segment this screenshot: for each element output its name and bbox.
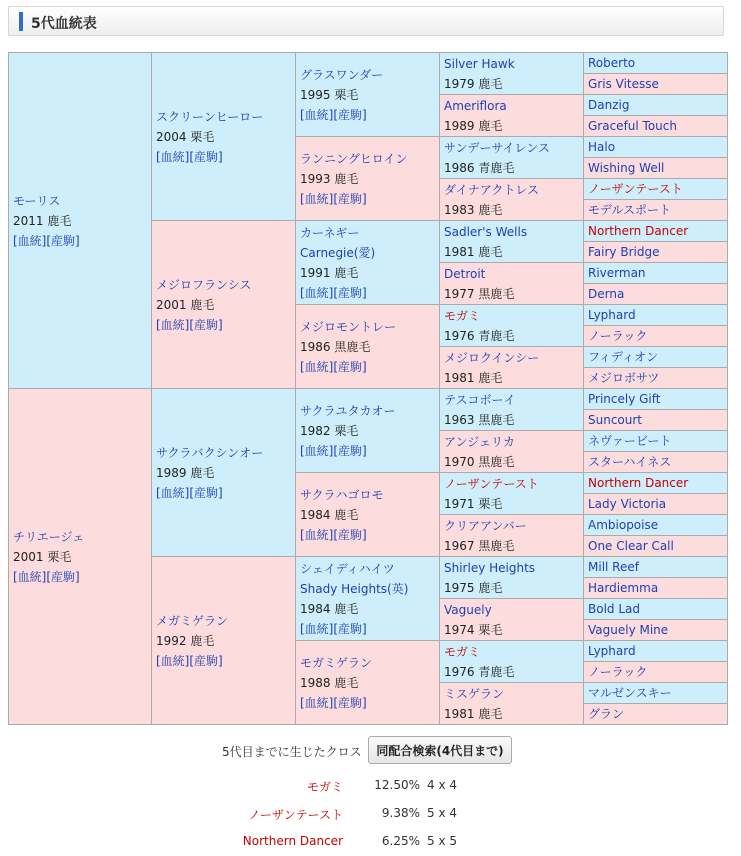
cross-generation: 5 x 4 bbox=[427, 806, 457, 820]
horse-year-color: 1967 黒鹿毛 bbox=[444, 538, 515, 553]
pedigree-link[interactable]: [血統] bbox=[13, 569, 47, 584]
cross-horse-link[interactable]: モガミ bbox=[306, 780, 343, 794]
horse-name-link[interactable]: Fairy Bridge bbox=[588, 244, 660, 259]
pedigree-link[interactable]: [血統] bbox=[300, 621, 334, 636]
pedigree-cell-g5 bbox=[584, 200, 728, 221]
horse-name-link[interactable]: モデルスポート bbox=[588, 202, 672, 217]
pedigree-cell-g3 bbox=[296, 305, 440, 389]
foals-link[interactable]: [産駒] bbox=[333, 285, 367, 300]
pedigree-cell-g5 bbox=[584, 179, 728, 200]
pedigree-link[interactable]: [血統] bbox=[156, 485, 190, 500]
horse-name-link[interactable]: Hardiemma bbox=[588, 580, 659, 595]
pedigree-link[interactable]: [血統] bbox=[13, 233, 47, 248]
pedigree-cell-g5 bbox=[584, 368, 728, 389]
pedigree-cell-g5 bbox=[584, 473, 728, 494]
horse-name-link[interactable]: Bold Lad bbox=[588, 601, 640, 616]
horse-name-link[interactable]: メジロクインシー bbox=[444, 350, 540, 365]
pedigree-cell-g4 bbox=[440, 305, 584, 347]
pedigree-cell-g4 bbox=[440, 557, 584, 599]
pedigree-cell-g5 bbox=[584, 347, 728, 368]
pedigree-table bbox=[8, 52, 728, 725]
pedigree-cell-g5 bbox=[584, 431, 728, 452]
pedigree-cell-g3 bbox=[296, 641, 440, 725]
horse-year-color: 1976 青鹿毛 bbox=[444, 664, 515, 679]
horse-name-link[interactable]: モガミ bbox=[444, 308, 481, 323]
pedigree-cell-g5 bbox=[584, 305, 728, 326]
horse-year-color: 1970 黒鹿毛 bbox=[444, 454, 515, 469]
pedigree-cell-g5 bbox=[584, 326, 728, 347]
pedigree-cell-g1 bbox=[9, 389, 152, 725]
pedigree-cell-g5 bbox=[584, 536, 728, 557]
horse-name-link[interactable]: Silver Hawk bbox=[444, 56, 515, 71]
foals-link[interactable]: [産駒] bbox=[46, 233, 80, 248]
horse-name-link[interactable]: ミスゲラン bbox=[444, 686, 505, 701]
pedigree-cell-g5 bbox=[584, 389, 728, 410]
pedigree-cell-g3 bbox=[296, 473, 440, 557]
cross-percentage: 12.50% bbox=[374, 778, 420, 792]
horse-name-link[interactable]: カーネギー bbox=[300, 225, 360, 240]
pedigree-cell-g4 bbox=[440, 347, 584, 389]
pedigree-cell-g5 bbox=[584, 95, 728, 116]
foals-link[interactable]: [産駒] bbox=[189, 317, 223, 332]
horse-name-link[interactable]: チリエージェ bbox=[13, 529, 85, 544]
horse-year-color: 1991 鹿毛 bbox=[300, 265, 359, 280]
horse-year-color: 2011 鹿毛 bbox=[13, 213, 72, 228]
horse-name-link[interactable]: Northern Dancer bbox=[588, 223, 689, 238]
horse-name-link[interactable]: Vaguely Mine bbox=[588, 622, 669, 637]
horse-name-link[interactable]: グラン bbox=[588, 706, 625, 721]
same-breeding-search-button[interactable]: 同配合検索(4代目まで) bbox=[368, 736, 512, 764]
foals-link[interactable]: [産駒] bbox=[46, 569, 80, 584]
pedigree-cell-g2 bbox=[152, 221, 296, 389]
pedigree-cell-g4 bbox=[440, 599, 584, 641]
horse-year-color: 1986 青鹿毛 bbox=[444, 160, 515, 175]
pedigree-cell-g5 bbox=[584, 704, 728, 725]
horse-year-color: 1971 栗毛 bbox=[444, 496, 503, 511]
horse-year-color: 1984 鹿毛 bbox=[300, 507, 359, 522]
horse-year-color: 1981 鹿毛 bbox=[444, 244, 503, 259]
horse-name-link[interactable]: モガミゲラン bbox=[300, 655, 373, 670]
pedigree-link[interactable]: [血統] bbox=[300, 695, 334, 710]
horse-name-link[interactable]: Suncourt bbox=[588, 412, 643, 427]
horse-name-link[interactable]: Wishing Well bbox=[588, 160, 665, 175]
horse-year-color: 1989 鹿毛 bbox=[156, 465, 215, 480]
cross-item bbox=[0, 778, 741, 798]
pedigree-cell-g4 bbox=[440, 683, 584, 725]
horse-foreign-name[interactable]: Carnegie(愛) bbox=[300, 245, 376, 260]
horse-year-color: 1995 栗毛 bbox=[300, 87, 359, 102]
pedigree-cell-g1 bbox=[9, 53, 152, 389]
pedigree-cell-g2 bbox=[152, 557, 296, 725]
horse-year-color: 1981 鹿毛 bbox=[444, 706, 503, 721]
horse-name-link[interactable]: スターハイネス bbox=[588, 454, 672, 469]
foals-link[interactable]: [産駒] bbox=[333, 695, 367, 710]
pedigree-link[interactable]: [血統] bbox=[156, 653, 190, 668]
cross-percentage: 9.38% bbox=[381, 806, 420, 820]
pedigree-cell-g5 bbox=[584, 662, 728, 683]
horse-name-link[interactable]: メジロボサツ bbox=[588, 370, 660, 385]
pedigree-row bbox=[9, 389, 728, 410]
pedigree-cell-g3 bbox=[296, 137, 440, 221]
horse-name-link[interactable]: サクラハゴロモ bbox=[300, 487, 384, 502]
pedigree-cell-g5 bbox=[584, 53, 728, 74]
horse-name-link[interactable]: ノーザンテースト bbox=[444, 476, 539, 491]
cross-horse-link[interactable]: Northern Dancer bbox=[242, 834, 343, 848]
pedigree-link[interactable]: [血統] bbox=[300, 359, 334, 374]
foals-link[interactable]: [産駒] bbox=[189, 653, 223, 668]
horse-year-color: 1983 鹿毛 bbox=[444, 202, 503, 217]
horse-name-link[interactable]: メガミゲラン bbox=[156, 613, 229, 628]
foals-link[interactable]: [産駒] bbox=[333, 107, 367, 122]
horse-year-color: 1993 鹿毛 bbox=[300, 171, 359, 186]
pedigree-cell-g5 bbox=[584, 74, 728, 95]
horse-name-link[interactable]: ランニングヒロイン bbox=[300, 151, 408, 166]
horse-year-color: 1981 鹿毛 bbox=[444, 370, 503, 385]
horse-year-color: 1975 鹿毛 bbox=[444, 580, 503, 595]
pedigree-cell-g5 bbox=[584, 494, 728, 515]
pedigree-link[interactable]: [血統] bbox=[300, 285, 334, 300]
horse-name-link[interactable]: Gris Vitesse bbox=[588, 76, 659, 91]
foals-link[interactable]: [産駒] bbox=[189, 485, 223, 500]
horse-name-link[interactable]: Riverman bbox=[588, 265, 646, 280]
pedigree-cell-g4 bbox=[440, 431, 584, 473]
pedigree-cell-g5 bbox=[584, 620, 728, 641]
horse-name-link[interactable]: Lyphard bbox=[588, 643, 636, 658]
cross-summary bbox=[0, 735, 741, 765]
pedigree-link[interactable]: [血統] bbox=[300, 107, 334, 122]
cross-label: 5代目までに生じたクロス bbox=[222, 745, 362, 759]
horse-name-link[interactable]: Graceful Touch bbox=[588, 118, 677, 133]
horse-year-color: 2004 栗毛 bbox=[156, 129, 215, 144]
section-header bbox=[8, 6, 724, 36]
horse-name-link[interactable]: Lyphard bbox=[588, 307, 636, 322]
horse-name-link[interactable]: Northern Dancer bbox=[588, 475, 689, 490]
cross-generation: 4 x 4 bbox=[427, 778, 457, 792]
horse-name-link[interactable]: サクラバクシンオー bbox=[156, 445, 264, 460]
horse-name-link[interactable]: テスコボーイ bbox=[444, 392, 516, 407]
pedigree-cell-g5 bbox=[584, 452, 728, 473]
horse-name-link[interactable]: ノーザンテースト bbox=[588, 181, 683, 196]
horse-name-link[interactable]: Sadler's Wells bbox=[444, 224, 528, 239]
pedigree-cell-g5 bbox=[584, 137, 728, 158]
page-title: 5代血統表 bbox=[31, 16, 97, 32]
pedigree-cell-g5 bbox=[584, 221, 728, 242]
pedigree-cell-g2 bbox=[152, 389, 296, 557]
pedigree-cell-g4 bbox=[440, 515, 584, 557]
horse-name-link[interactable]: シェイディハイツ bbox=[300, 561, 395, 576]
foals-link[interactable]: [産駒] bbox=[333, 359, 367, 374]
horse-name-link[interactable]: ノーラック bbox=[588, 664, 648, 679]
horse-name-link[interactable]: マルゼンスキー bbox=[588, 685, 672, 700]
horse-name-link[interactable]: サクラユタカオー bbox=[300, 403, 396, 418]
horse-name-link[interactable]: ダイナアクトレス bbox=[444, 182, 540, 197]
horse-year-color: 1992 鹿毛 bbox=[156, 633, 215, 648]
pedigree-cell-g3 bbox=[296, 221, 440, 305]
pedigree-cell-g5 bbox=[584, 158, 728, 179]
horse-year-color: 1982 栗毛 bbox=[300, 423, 359, 438]
horse-year-color: 1974 栗毛 bbox=[444, 622, 503, 637]
horse-name-link[interactable]: Lady Victoria bbox=[588, 496, 667, 511]
horse-name-link[interactable]: One Clear Call bbox=[588, 538, 674, 553]
horse-year-color: 1986 黒鹿毛 bbox=[300, 339, 371, 354]
horse-year-color: 2001 栗毛 bbox=[13, 549, 72, 564]
pedigree-cell-g4 bbox=[440, 179, 584, 221]
pedigree-cell-g4 bbox=[440, 137, 584, 179]
horse-name-link[interactable]: モーリス bbox=[13, 193, 61, 208]
horse-name-link[interactable]: Mill Reef bbox=[588, 559, 639, 574]
horse-year-color: 1988 鹿毛 bbox=[300, 675, 359, 690]
pedigree-cell-g5 bbox=[584, 683, 728, 704]
horse-year-color: 1984 鹿毛 bbox=[300, 601, 359, 616]
foals-link[interactable]: [産駒] bbox=[333, 191, 367, 206]
horse-name-link[interactable]: Danzig bbox=[588, 97, 630, 112]
horse-name-link[interactable]: Roberto bbox=[588, 55, 636, 70]
pedigree-cell-g5 bbox=[584, 515, 728, 536]
horse-name-link[interactable]: メジロモントレー bbox=[300, 319, 397, 334]
pedigree-cell-g5 bbox=[584, 641, 728, 662]
pedigree-cell-g5 bbox=[584, 242, 728, 263]
pedigree-cell-g5 bbox=[584, 578, 728, 599]
foals-link[interactable]: [産駒] bbox=[333, 621, 367, 636]
horse-year-color: 1963 黒鹿毛 bbox=[444, 412, 515, 427]
horse-name-link[interactable]: メジロフランシス bbox=[156, 277, 252, 292]
pedigree-cell-g5 bbox=[584, 410, 728, 431]
horse-foreign-name[interactable]: Shady Heights(英) bbox=[300, 581, 409, 596]
horse-name-link[interactable]: Ambiopoise bbox=[588, 517, 659, 532]
horse-name-link[interactable]: モガミ bbox=[444, 644, 481, 659]
cross-item bbox=[0, 834, 741, 854]
horse-name-link[interactable]: Halo bbox=[588, 139, 616, 154]
horse-year-color: 1979 鹿毛 bbox=[444, 76, 503, 91]
horse-year-color: 2001 鹿毛 bbox=[156, 297, 215, 312]
cross-horse-link[interactable]: ノーザンテースト bbox=[248, 808, 343, 822]
foals-link[interactable]: [産駒] bbox=[333, 443, 367, 458]
horse-name-link[interactable]: サンデーサイレンス bbox=[444, 140, 550, 155]
pedigree-link[interactable]: [血統] bbox=[156, 317, 190, 332]
pedigree-link[interactable]: [血統] bbox=[300, 527, 334, 542]
pedigree-cell-g4 bbox=[440, 473, 584, 515]
foals-link[interactable]: [産駒] bbox=[333, 527, 367, 542]
horse-name-link[interactable]: Ameriflora bbox=[444, 98, 507, 113]
pedigree-cell-g5 bbox=[584, 599, 728, 620]
horse-name-link[interactable]: Detroit bbox=[444, 266, 486, 281]
pedigree-cell-g4 bbox=[440, 389, 584, 431]
pedigree-cell-g5 bbox=[584, 116, 728, 137]
pedigree-cell-g3 bbox=[296, 53, 440, 137]
horse-name-link[interactable]: Shirley Heights bbox=[444, 560, 536, 575]
pedigree-cell-g4 bbox=[440, 641, 584, 683]
pedigree-cell-g5 bbox=[584, 284, 728, 305]
horse-name-link[interactable]: Vaguely bbox=[444, 602, 492, 617]
horse-year-color: 1977 黒鹿毛 bbox=[444, 286, 515, 301]
pedigree-cell-g4 bbox=[440, 221, 584, 263]
horse-name-link[interactable]: アンジェリカ bbox=[444, 434, 515, 449]
pedigree-cell-g5 bbox=[584, 557, 728, 578]
pedigree-row bbox=[9, 53, 728, 74]
horse-name-link[interactable]: Princely Gift bbox=[588, 391, 661, 406]
foals-link[interactable]: [産駒] bbox=[189, 149, 223, 164]
horse-name-link[interactable]: Derna bbox=[588, 286, 625, 301]
pedigree-link[interactable]: [血統] bbox=[300, 191, 334, 206]
pedigree-link[interactable]: [血統] bbox=[156, 149, 190, 164]
pedigree-cell-g2 bbox=[152, 53, 296, 221]
horse-year-color: 1976 青鹿毛 bbox=[444, 328, 515, 343]
cross-item bbox=[0, 806, 741, 826]
horse-year-color: 1989 鹿毛 bbox=[444, 118, 503, 133]
horse-name-link[interactable]: グラスワンダー bbox=[300, 67, 384, 82]
pedigree-cell-g5 bbox=[584, 263, 728, 284]
horse-name-link[interactable]: スクリーンヒーロー bbox=[156, 109, 264, 124]
pedigree-cell-g3 bbox=[296, 389, 440, 473]
header-accent-bar bbox=[19, 12, 23, 31]
pedigree-cell-g3 bbox=[296, 557, 440, 641]
pedigree-cell-g4 bbox=[440, 263, 584, 305]
cross-generation: 5 x 5 bbox=[427, 834, 457, 848]
pedigree-cell-g4 bbox=[440, 53, 584, 95]
pedigree-link[interactable]: [血統] bbox=[300, 443, 334, 458]
pedigree-cell-g4 bbox=[440, 95, 584, 137]
horse-name-link[interactable]: ノーラック bbox=[588, 328, 648, 343]
horse-name-link[interactable]: フィディオン bbox=[588, 349, 659, 364]
horse-name-link[interactable]: クリアアンバー bbox=[444, 518, 527, 533]
cross-percentage: 6.25% bbox=[381, 834, 420, 848]
horse-name-link[interactable]: ネヴァービート bbox=[588, 433, 672, 448]
